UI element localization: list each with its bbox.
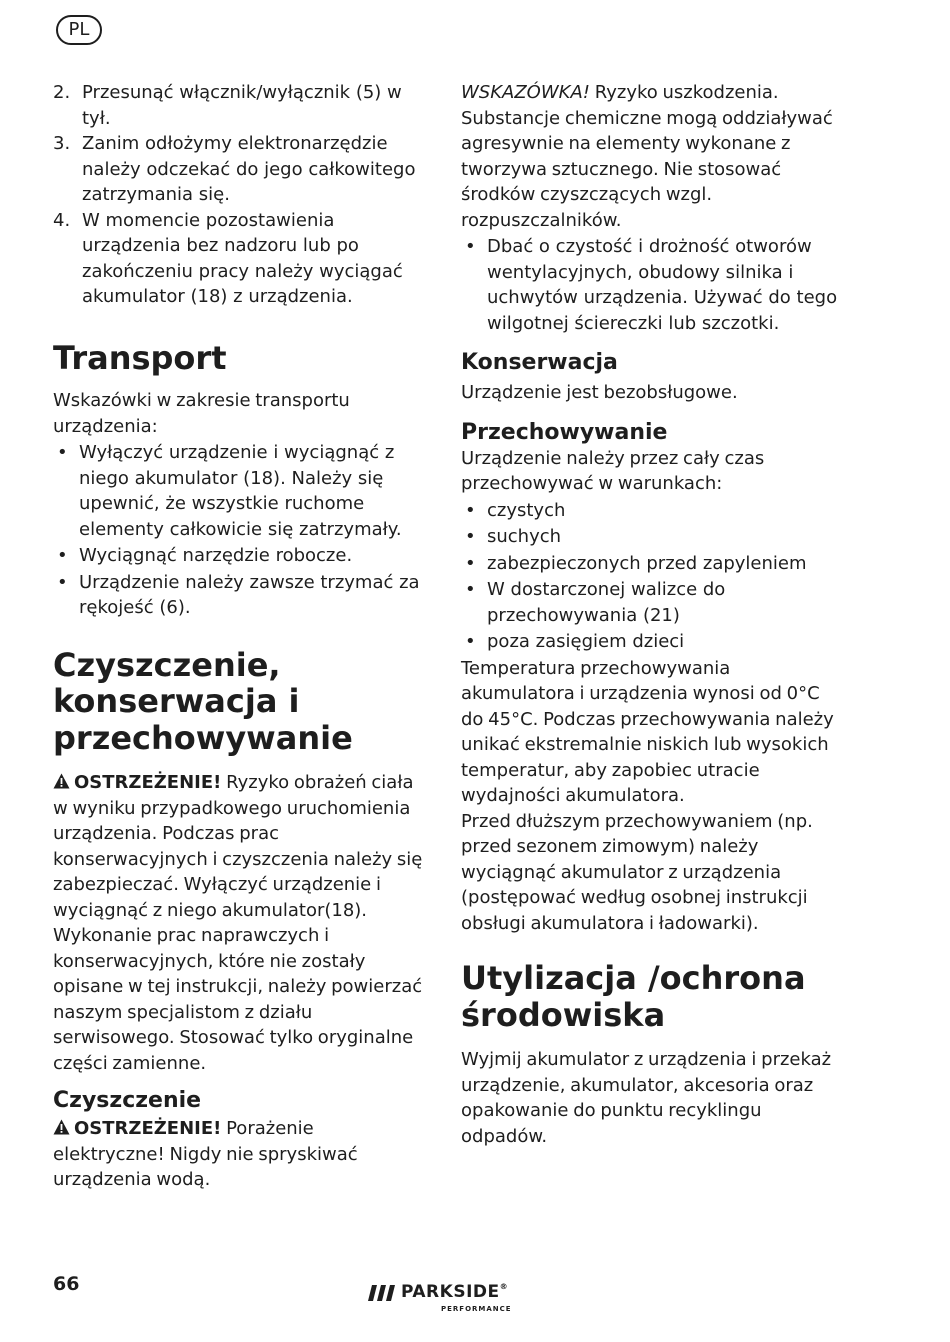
- transport-intro: Wskazówki w zakresie transportu urządzenia:: [53, 390, 350, 437]
- list-item: • suchych: [461, 524, 841, 550]
- storage-heading: Przechowywanie: [461, 419, 668, 445]
- note-bullets: [461, 234, 841, 336]
- list-item: • zabezpieczonych przed zapyleniem: [461, 551, 841, 577]
- note-label: WSKAZÓWKA!: [461, 82, 590, 103]
- logo-stripes-icon: [368, 1285, 398, 1301]
- warning-label: OSTRZEŻENIE!: [74, 772, 222, 793]
- repair-paragraph: Wykonanie prac naprawczych i konserwacyjnych, które nie zostały opisane w tej instrukcji, należy powierzać naszym specjalistom z działu serwisowego. Stosować tylko oryginalne części zamienne.: [53, 925, 423, 1074]
- note-paragraph: WSKAZÓWKA! Ryzyko uszkodzenia. Substancje chemiczne mogą oddziaływać agresywnie na elementy wykonane z tworzywa sztucznego. Nie stosować środków czyszczących wzgl. rozpuszczalników.: [461, 82, 833, 231]
- list-item: • W dostarczonej walizce do przechowywania (21): [461, 577, 841, 628]
- transport-bullets: [53, 440, 425, 621]
- list-item: • Wyciągnąć narzędzie robocze.: [53, 543, 425, 569]
- warning-label: OSTRZEŻENIE!: [74, 1118, 222, 1139]
- transport-heading: Transport: [53, 338, 227, 377]
- electric-warning-paragraph: OSTRZEŻENIE! Porażenie elektryczne! Nigdy nie spryskiwać urządzenia wodą.: [53, 1118, 358, 1190]
- warning-icon: [53, 1119, 70, 1135]
- disposal-text: Wyjmij akumulator z urządzenia i przekaż urządzenie, akumulator, akcesoria oraz opakowanie do punktu recyklingu odpadów.: [461, 1049, 832, 1147]
- page-number: 66: [53, 1273, 80, 1295]
- left-column: [53, 80, 425, 1193]
- cleaning-section-heading: Czyszczenie, konserwacja i przechowywanie: [53, 645, 353, 757]
- warning-paragraph: OSTRZEŻENIE! Ryzyko obrażeń ciała w wyniku przypadkowego uruchomienia urządzenia. Podczas prac konserwacyjnych i czyszczenia należy się zabezpieczać. Wyłączyć urządzenie i wyciągnąć z niego akumulator(18).: [53, 772, 423, 921]
- list-item: • Urządzenie należy zawsze trzymać za rękojeść (6).: [53, 570, 425, 621]
- list-item: • czystych: [461, 498, 841, 524]
- steps-list: [53, 80, 425, 310]
- list-item: • Dbać o czystość i drożność otworów wentylacyjnych, obudowy silnika i uchwytów urządzenia. Używać do tego wilgotnej ściereczki lub szczotki.: [461, 234, 841, 336]
- storage-bullets: [461, 498, 841, 655]
- maintenance-text: Urządzenie jest bezobsługowe.: [461, 382, 738, 403]
- disposal-heading: Utylizacja /ochrona środowiska: [461, 959, 806, 1034]
- storage-temperature-text: Temperatura przechowywania akumulatora i urządzenia wynosi od 0°C do 45°C. Podczas przechowywania należy unikać ekstremalnie niskich lub wysokich temperatur, aby zapobiec utracie wydajności akumulatora.: [461, 657, 834, 806]
- list-item: 2. Przesunąć włącznik/wyłącznik (5) w tył.: [53, 82, 402, 129]
- cleaning-heading: Czyszczenie: [53, 1088, 202, 1113]
- long-storage-text: Przed dłuższym przechowywaniem (np. przed sezonem zimowym) należy wyciągnąć akumulator z urządzenia (postępować według osobnej instrukcji obsługi akumulatora i ładowarki).: [461, 810, 813, 934]
- list-item: • Wyłączyć urządzenie i wyciągnąć z niego akumulator (18). Należy się upewnić, że wszystkie ruchome elementy całkowicie się zatrzymały.: [53, 440, 425, 542]
- storage-intro: Urządzenie należy przez cały czas przechowywać w warunkach:: [461, 447, 765, 494]
- language-badge: PL: [56, 15, 102, 45]
- list-item: 3. Zanim odłożymy elektronarzędzie należy odczekać do jego całkowitego zatrzymania się.: [53, 133, 416, 205]
- right-column: [461, 80, 841, 1149]
- warning-icon: [53, 773, 70, 789]
- maintenance-heading: Konserwacja: [461, 350, 618, 375]
- list-item: • poza zasięgiem dzieci: [461, 629, 841, 655]
- list-item: 4. W momencie pozostawienia urządzenia bez nadzoru lub po zakończeniu pracy należy wyciągać akumulator (18) z urządzenia.: [53, 209, 403, 307]
